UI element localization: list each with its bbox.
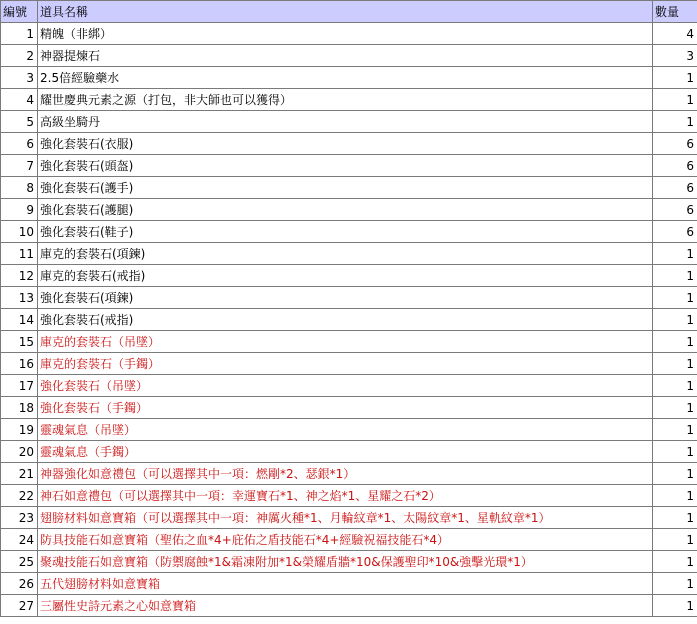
table-row: [1, 243, 697, 265]
table-body: [1, 23, 697, 617]
table-row: [1, 441, 697, 463]
row-number-cell: 10: [1, 221, 38, 243]
table-row: [1, 353, 697, 375]
table-row: [1, 265, 697, 287]
row-number-cell: 26: [1, 573, 38, 595]
row-number-cell: 13: [1, 287, 38, 309]
row-number-cell: 6: [1, 133, 38, 155]
row-number-cell: 17: [1, 375, 38, 397]
column-header-item-name: 道具名稱: [38, 1, 653, 23]
table-row: [1, 507, 697, 529]
item-name-cell: 防具技能石如意寶箱（聖佑之血*4+庇佑之盾技能石*4+經驗祝福技能石*4）: [38, 529, 653, 551]
column-header-number: 編號: [1, 1, 38, 23]
column-header-quantity: 數量: [653, 1, 697, 23]
quantity-cell: 1: [653, 89, 697, 111]
item-name-cell: 強化套裝石（手鐲）: [38, 397, 653, 419]
item-name-cell: 神器提煉石: [38, 45, 653, 67]
item-name-cell: 庫克的套裝石(項鍊): [38, 243, 653, 265]
row-number-cell: 3: [1, 67, 38, 89]
item-name-cell: 翅膀材料如意寶箱（可以選擇其中一項：神厲火種*1、月輪紋章*1、太陽紋章*1、星軌紋章*1）: [38, 507, 653, 529]
row-number-cell: 21: [1, 463, 38, 485]
table-row: [1, 419, 697, 441]
table-header: [1, 1, 697, 23]
item-name-cell: 強化套裝石(衣服): [38, 133, 653, 155]
row-number-cell: 1: [1, 23, 38, 45]
quantity-cell: 1: [653, 353, 697, 375]
table-row: [1, 529, 697, 551]
quantity-cell: 1: [653, 419, 697, 441]
item-name-cell: 強化套裝石(項鍊): [38, 287, 653, 309]
item-name-cell: 靈魂氣息（吊墜）: [38, 419, 653, 441]
row-number-cell: 20: [1, 441, 38, 463]
quantity-cell: 6: [653, 133, 697, 155]
quantity-cell: 1: [653, 111, 697, 133]
table-row: [1, 375, 697, 397]
row-number-cell: 14: [1, 309, 38, 331]
quantity-cell: 1: [653, 507, 697, 529]
item-name-cell: 三屬性史詩元素之心如意寶箱: [38, 595, 653, 617]
quantity-cell: 1: [653, 463, 697, 485]
quantity-cell: 6: [653, 155, 697, 177]
table-row: [1, 45, 697, 67]
row-number-cell: 18: [1, 397, 38, 419]
table-row: [1, 89, 697, 111]
table-row: [1, 199, 697, 221]
item-name-cell: 高級坐騎丹: [38, 111, 653, 133]
row-number-cell: 8: [1, 177, 38, 199]
row-number-cell: 9: [1, 199, 38, 221]
row-number-cell: 7: [1, 155, 38, 177]
item-name-cell: 強化套裝石(鞋子): [38, 221, 653, 243]
quantity-cell: 1: [653, 243, 697, 265]
table-row: [1, 595, 697, 617]
row-number-cell: 11: [1, 243, 38, 265]
quantity-cell: 1: [653, 287, 697, 309]
row-number-cell: 5: [1, 111, 38, 133]
item-name-cell: 庫克的套裝石（手鐲）: [38, 353, 653, 375]
item-name-cell: 聚魂技能石如意寶箱（防禦腐蝕*1&霜凍附加*1&榮耀盾牆*10&保護聖印*10&強擊光環*1）: [38, 551, 653, 573]
table-row: [1, 287, 697, 309]
item-name-cell: 強化套裝石（吊墜）: [38, 375, 653, 397]
row-number-cell: 19: [1, 419, 38, 441]
quantity-cell: 4: [653, 23, 697, 45]
row-number-cell: 15: [1, 331, 38, 353]
row-number-cell: 27: [1, 595, 38, 617]
table-row: [1, 155, 697, 177]
item-name-cell: 靈魂氣息（手鐲）: [38, 441, 653, 463]
table-row: [1, 463, 697, 485]
quantity-cell: 1: [653, 309, 697, 331]
table-row: [1, 397, 697, 419]
item-name-cell: 強化套裝石(戒指): [38, 309, 653, 331]
item-name-cell: 庫克的套裝石（吊墜）: [38, 331, 653, 353]
row-number-cell: 4: [1, 89, 38, 111]
table-row: [1, 111, 697, 133]
item-name-cell: 強化套裝石(頭盔): [38, 155, 653, 177]
table-row: [1, 23, 697, 45]
item-name-cell: 神器強化如意禮包（可以選擇其中一項：燃剛*2、瑟銀*1）: [38, 463, 653, 485]
table-row: [1, 221, 697, 243]
item-name-cell: 精魄（非綁）: [38, 23, 653, 45]
quantity-cell: 1: [653, 331, 697, 353]
quantity-cell: 1: [653, 265, 697, 287]
quantity-cell: 3: [653, 45, 697, 67]
table-row: [1, 573, 697, 595]
row-number-cell: 12: [1, 265, 38, 287]
table-row: [1, 67, 697, 89]
quantity-cell: 6: [653, 177, 697, 199]
item-name-cell: 強化套裝石(護手): [38, 177, 653, 199]
table-row: [1, 177, 697, 199]
quantity-cell: 1: [653, 397, 697, 419]
item-name-cell: 五代翅膀材料如意寶箱: [38, 573, 653, 595]
row-number-cell: 23: [1, 507, 38, 529]
header-row: [1, 1, 697, 23]
row-number-cell: 24: [1, 529, 38, 551]
quantity-cell: 1: [653, 375, 697, 397]
item-name-cell: 強化套裝石(護腿): [38, 199, 653, 221]
quantity-cell: 6: [653, 199, 697, 221]
table-row: [1, 551, 697, 573]
quantity-cell: 6: [653, 221, 697, 243]
item-name-cell: 耀世慶典元素之源（打包，非大師也可以獲得）: [38, 89, 653, 111]
row-number-cell: 22: [1, 485, 38, 507]
row-number-cell: 16: [1, 353, 38, 375]
quantity-cell: 1: [653, 441, 697, 463]
quantity-cell: 1: [653, 573, 697, 595]
row-number-cell: 25: [1, 551, 38, 573]
row-number-cell: 2: [1, 45, 38, 67]
table-row: [1, 309, 697, 331]
quantity-cell: 1: [653, 67, 697, 89]
item-name-cell: 神石如意禮包（可以選擇其中一項：幸運寶石*1、神之焰*1、星耀之石*2）: [38, 485, 653, 507]
table-row: [1, 331, 697, 353]
quantity-cell: 1: [653, 551, 697, 573]
quantity-cell: 1: [653, 529, 697, 551]
table-row: [1, 485, 697, 507]
quantity-cell: 1: [653, 595, 697, 617]
table-row: [1, 133, 697, 155]
quantity-cell: 1: [653, 485, 697, 507]
item-name-cell: 庫克的套裝石(戒指): [38, 265, 653, 287]
item-name-cell: 2.5倍經驗藥水: [38, 67, 653, 89]
